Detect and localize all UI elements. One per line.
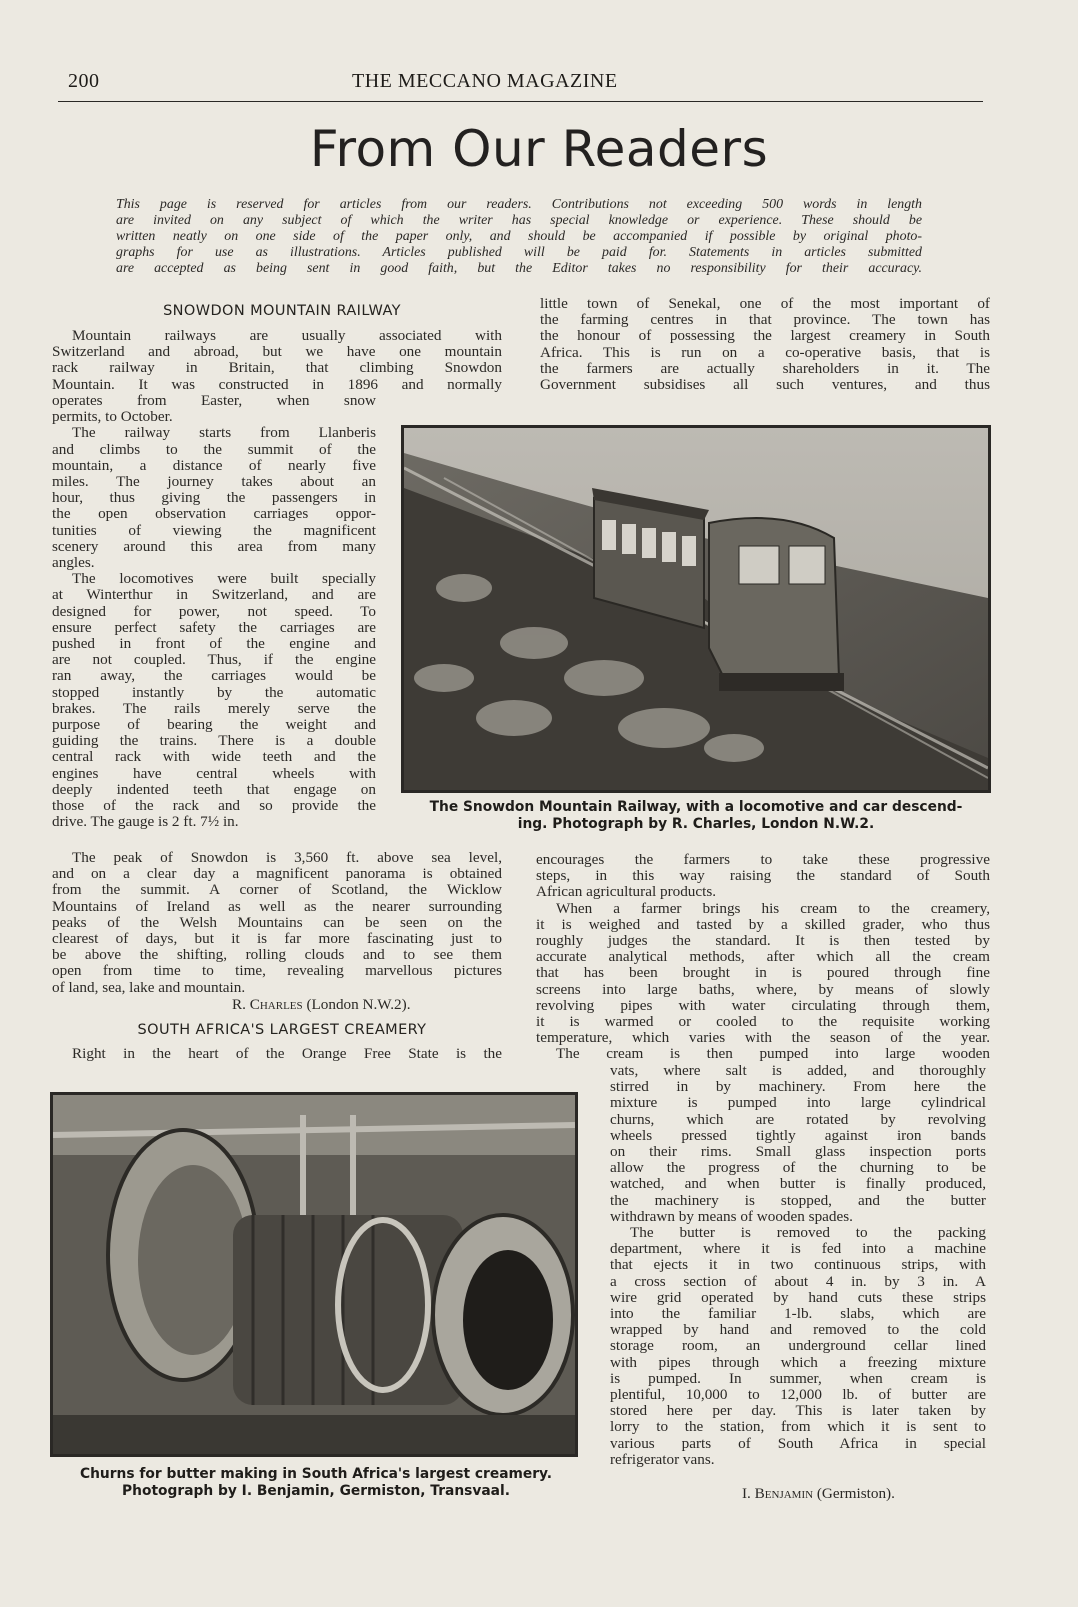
text-line: mixture is pumped into large cylindrical <box>610 1094 986 1112</box>
text-line: rack railway in Britain, that climbing Snowdon <box>52 359 502 377</box>
text-line: lorry to the station, from which it is sent to <box>610 1418 986 1436</box>
text-line: department, where it is fed into a machine <box>610 1240 986 1258</box>
text-line: Right in the heart of the Orange Free State is the <box>72 1045 502 1062</box>
snowdon-railway-illustration <box>404 428 988 790</box>
text-line: When a farmer brings his cream to the creamery, <box>556 899 990 917</box>
snowdon-narrow-column <box>52 393 376 830</box>
text-line: on their rims. Small glass inspection ports <box>610 1143 986 1161</box>
author-name: R. Charles <box>232 996 303 1013</box>
text-line: accurate analytical methods, after which all the cream <box>536 948 990 966</box>
text-line: into the familiar 1-lb. slabs, which are <box>610 1305 986 1323</box>
text-line: the farmers are actually shareholders in it. The <box>540 359 990 377</box>
text-line: guiding the trains. There is a double <box>52 732 376 750</box>
text-line: the farming centres in that province. The town has <box>540 311 990 329</box>
text-line: be above the shifting, rolling clouds and to see them <box>52 946 502 964</box>
text-line: from the summit. A corner of Scotland, the Wicklow <box>52 881 502 899</box>
header-rule <box>58 101 983 102</box>
text-line: revolving pipes with water circulating through them, <box>536 996 990 1014</box>
creamery-photo-caption <box>30 1466 602 1500</box>
snowdon-para-4 <box>52 850 502 996</box>
text-line: angles. <box>52 554 95 572</box>
text-line: of land, sea, lake and mountain. <box>52 978 246 996</box>
intro-line: are accepted as being sent in good faith, but the Editor takes no responsibility for their accuracy. <box>116 261 922 276</box>
text-line: screens into large baths, where, by means of slowly <box>536 980 990 998</box>
text-line: the machinery is stopped, and the butter <box>610 1191 986 1209</box>
text-line: clearest of days, but it is far more fascinating just to <box>52 930 502 948</box>
intro-line: are invited on any subject of which the writer has special knowledge or experience. These should be <box>116 213 922 228</box>
text-line: brakes. The rails merely serve the <box>52 699 376 717</box>
text-line: hour, thus giving the passengers in <box>52 489 376 507</box>
text-line: and on a clear day a magnificent panorama is obtained <box>52 865 502 883</box>
text-line: scenery around this area from many <box>52 537 376 555</box>
author-place: (London N.W.2). <box>306 996 411 1013</box>
intro-notice <box>116 197 922 277</box>
text-line: peaks of the Welsh Mountains can be seen on the <box>52 913 502 931</box>
creamery-churns-photo <box>50 1092 578 1457</box>
text-line: it is weighed and tasted by a skilled grader, who thus <box>536 915 990 933</box>
intro-line: written neatly on one side of the paper only, and should be accompanied if possible by original photo- <box>116 229 922 244</box>
text-line: that has been brought in is poured through fine <box>536 964 990 982</box>
text-line: central rack with wide teeth and the <box>52 748 376 766</box>
text-line: it is warmed or cooled to the requisite working <box>536 1013 990 1031</box>
text-line: and climbs to the summit of the <box>52 440 376 458</box>
text-line: that ejects it in two continuous strips, with <box>610 1256 986 1274</box>
text-line: The peak of Snowdon is 3,560 ft. above sea level, <box>72 849 502 866</box>
text-line: various parts of South Africa in special <box>610 1434 986 1452</box>
text-line: The locomotives were built specially <box>72 570 376 588</box>
signature-charles <box>232 996 411 1014</box>
author-place: (Germiston). <box>816 1485 895 1502</box>
creamery-narrow-column <box>610 1063 986 1468</box>
caption-line: Churns for butter making in South Africa's largest creamery. <box>79 1466 553 1482</box>
intro-line: This page is reserved for articles from our readers. Contributions not exceeding 500 words in length <box>116 197 922 212</box>
text-line: engines have central wheels with <box>52 764 376 782</box>
text-line: tunities of viewing the magnificent <box>52 521 376 539</box>
text-line: permits, to October. <box>52 408 173 426</box>
text-line: Mountain. It was constructed in 1896 and normally <box>52 375 502 393</box>
text-line: Government subsidises all such ventures, and thus <box>540 376 990 394</box>
text-line: refrigerator vans. <box>610 1450 715 1468</box>
text-line: the open observation carriages oppor- <box>52 505 376 523</box>
text-line: little town of Senekal, one of the most important of <box>540 295 990 312</box>
text-line: Africa. This is run on a co-operative basis, that is <box>540 343 990 361</box>
text-line: deeply indented teeth that engage on <box>52 780 376 798</box>
text-line: wheels pressed tightly against iron bands <box>610 1126 986 1144</box>
text-line: mountain, a distance of nearly five <box>52 456 376 474</box>
text-line: watched, and when butter is finally produced, <box>610 1175 986 1193</box>
snowdon-photo-caption <box>401 799 991 833</box>
text-line: the honour of possessing the largest creamery in South <box>540 327 990 345</box>
intro-line: graphs for use as illustrations. Articles published will be paid for. Statements in articles submitted <box>116 245 922 260</box>
text-line: open from time to time, revealing marvellous pictures <box>52 962 502 980</box>
creamery-first-line <box>52 1046 502 1062</box>
text-line: ensure perfect safety the carriages are <box>52 618 376 636</box>
text-line: a cross section of about 4 in. by 3 in. A <box>610 1272 986 1290</box>
article-heading-creamery: SOUTH AFRICA'S LARGEST CREAMERY <box>137 1022 427 1038</box>
text-line: at Winterthur in Switzerland, and are <box>52 586 376 604</box>
page-title: From Our Readers <box>309 120 769 178</box>
text-line: The railway starts from Llanberis <box>72 424 376 442</box>
text-line: Switzerland and abroad, but we have one mountain <box>52 343 502 361</box>
text-line: those of the rack and so provide the <box>52 797 376 815</box>
text-line: vats, where salt is added, and thoroughly <box>610 1062 986 1079</box>
text-line: The butter is removed to the packing <box>630 1224 986 1242</box>
text-line: Mountain railways are usually associated with <box>72 327 502 344</box>
text-line: designed for power, not speed. To <box>52 602 376 620</box>
caption-line: The Snowdon Mountain Railway, with a locomotive and car descend- <box>429 799 963 815</box>
text-line: plentiful, 10,000 to 12,000 lb. of butter are <box>610 1386 986 1404</box>
text-line: Mountains of Ireland as well as the nearer surrounding <box>52 897 502 915</box>
text-line: drive. The gauge is 2 ft. 7½ in. <box>52 813 239 831</box>
snowdon-para-1 <box>52 328 502 393</box>
creamery-churns-illustration <box>53 1095 575 1454</box>
text-line: with pipes through which a freezing mixture <box>610 1353 986 1371</box>
snowdon-railway-photo <box>401 425 991 793</box>
text-line: roughly judges the standard. It is then tested by <box>536 932 990 950</box>
text-line: miles. The journey takes about an <box>52 473 376 491</box>
magazine-title: THE MECCANO MAGAZINE <box>352 70 618 92</box>
text-line: The cream is then pumped into large wooden <box>556 1045 990 1063</box>
text-line: storage room, an underground cellar lined <box>610 1337 986 1355</box>
creamery-continued-mid <box>536 852 990 1063</box>
text-line: are not coupled. Thus, if the engine <box>52 651 376 669</box>
text-line: is pumped. In summer, when cream is <box>610 1369 986 1387</box>
text-line: wrapped by hand and removed to the cold <box>610 1321 986 1339</box>
page-number: 200 <box>68 70 100 92</box>
text-line: temperature, which varies with the season of the year. <box>536 1029 990 1047</box>
text-line: stored here per day. This is later taken by <box>610 1402 986 1420</box>
text-line: stopped instantly by the automatic <box>52 683 376 701</box>
text-line: purpose of bearing the weight and <box>52 716 376 734</box>
article-heading-snowdon: SNOWDON MOUNTAIN RAILWAY <box>163 303 401 319</box>
text-line: African agricultural products. <box>536 883 717 901</box>
creamery-continued-top <box>540 296 990 393</box>
text-line: pushed in front of the engine and <box>52 635 376 653</box>
caption-line: ing. Photograph by R. Charles, London N.W.2. <box>517 816 875 832</box>
signature-benjamin <box>742 1485 895 1503</box>
text-line: churns, which are rotated by revolving <box>610 1110 986 1128</box>
text-line: withdrawn by means of wooden spades. <box>610 1207 853 1225</box>
text-line: ran away, the carriages would be <box>52 667 376 685</box>
text-line: allow the progress of the churning to be <box>610 1159 986 1177</box>
author-name: I. Benjamin <box>742 1485 814 1502</box>
text-line: operates from Easter, when snow <box>52 392 376 409</box>
text-line: encourages the farmers to take these progressive <box>536 851 990 868</box>
text-line: wire grid operated by hand cuts these strips <box>610 1288 986 1306</box>
text-line: steps, in this way raising the standard of South <box>536 867 990 885</box>
text-line: stirred in by machinery. From here the <box>610 1078 986 1096</box>
caption-line: Photograph by I. Benjamin, Germiston, Transvaal. <box>122 1483 510 1499</box>
